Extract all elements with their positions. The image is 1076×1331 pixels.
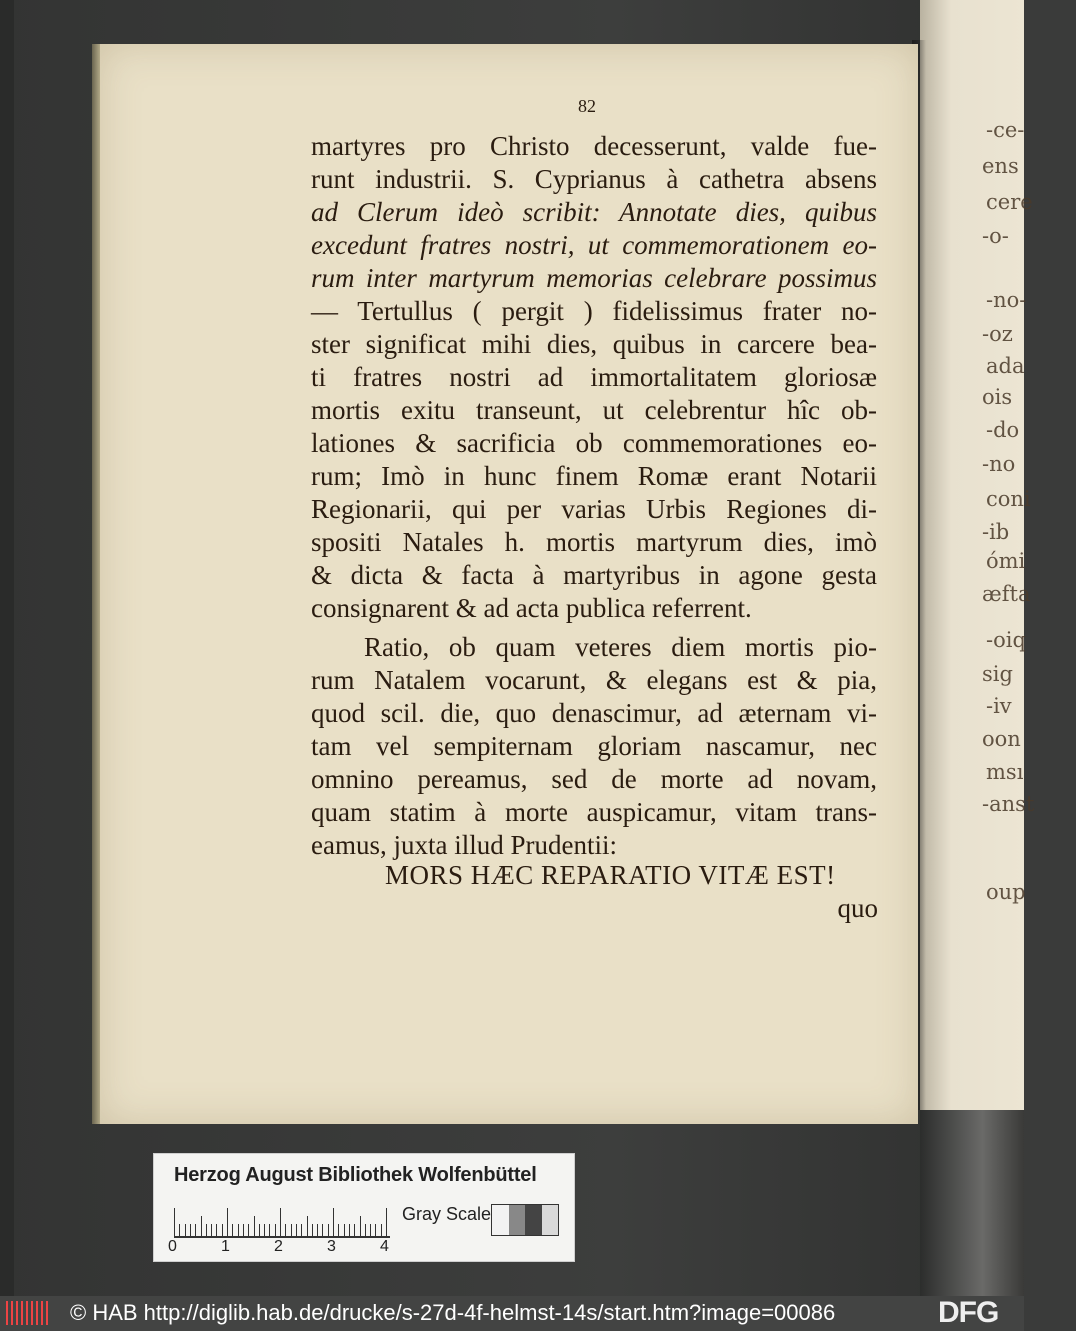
text-line: ti fratres nostri ad immortalitatem gloriosæ — [311, 362, 877, 392]
ruler-tick — [354, 1224, 355, 1236]
text-line: omnino pereamus, sed de morte ad novam, — [311, 764, 877, 794]
gray-swatch — [542, 1205, 559, 1235]
footer-bar — [0, 1296, 1024, 1331]
text-line: ster significat mihi dies, quibus in carcere bea- — [311, 329, 877, 359]
adjacent-page-text: æfta — [982, 582, 1031, 606]
adjacent-page-text: ois — [982, 385, 1013, 409]
ruler-tick — [285, 1224, 286, 1236]
adjacent-page-text: -o- — [982, 224, 1009, 248]
ruler-tick — [216, 1224, 217, 1236]
text-line: excedunt fratres nostri, ut commemorationem eo- — [311, 230, 877, 260]
text-line: consignarent & ad acta publica referrent. — [311, 593, 752, 623]
ruler-tick — [259, 1224, 260, 1236]
adjacent-page-text: oon — [982, 727, 1021, 751]
adjacent-page-text: sig — [982, 662, 1013, 686]
hab-barcode-icon — [6, 1301, 48, 1325]
gray-swatch — [492, 1205, 509, 1235]
ruler-tick — [291, 1224, 292, 1236]
adjacent-page — [920, 0, 1035, 1110]
text-line: Regionarii, qui per varias Urbis Regiones di- — [311, 494, 877, 524]
ruler-tick — [344, 1224, 345, 1236]
ruler-tick — [201, 1216, 202, 1236]
ruler-tick — [232, 1224, 233, 1236]
text-line: MORS HÆC REPARATIO VITÆ EST! — [385, 860, 836, 890]
ruler-tick — [222, 1224, 223, 1236]
ruler-number: 4 — [380, 1238, 389, 1255]
ruler-number: 0 — [168, 1238, 177, 1255]
ruler-tick — [317, 1224, 318, 1236]
ruler-tick — [248, 1224, 249, 1236]
ruler-tick — [185, 1224, 186, 1236]
ruler-tick — [275, 1224, 276, 1236]
ruler-tick — [375, 1224, 376, 1236]
text-line: quo — [837, 893, 878, 923]
ruler-tick — [264, 1224, 265, 1236]
adjacent-page-text: -ce- — [986, 118, 1025, 142]
source-url[interactable]: © HAB http://diglib.hab.de/drucke/s-27d-4f-helmst-14s/start.htm?image=00086 — [70, 1300, 836, 1325]
ruler-tick — [338, 1224, 339, 1236]
gray-swatch — [509, 1205, 526, 1235]
text-line: & dicta & facta à martyribus in agone gesta — [311, 560, 877, 590]
adjacent-page-text: -no- — [986, 288, 1027, 312]
ruler-tick — [312, 1224, 313, 1236]
text-line: rum Natalem vocarunt, & elegans est & pia, — [311, 665, 877, 695]
ruler-numbers — [168, 1238, 398, 1258]
colour-card — [153, 1153, 575, 1262]
ruler-tick — [174, 1208, 175, 1236]
ruler-tick — [179, 1224, 180, 1236]
gray-scale-swatch — [491, 1204, 559, 1236]
gray-scale-label: Gray Scale — [402, 1204, 492, 1224]
dfg-logo: DFG — [938, 1296, 999, 1329]
text-line: — Tertullus ( pergit ) fidelissimus frater no- — [311, 296, 877, 326]
scanner-edge — [920, 1110, 1024, 1296]
ruler-tick — [333, 1208, 334, 1236]
adjacent-page-text: cere — [986, 190, 1033, 214]
ruler-number: 1 — [221, 1238, 230, 1255]
adjacent-page-text: ómi — [986, 549, 1026, 573]
adjacent-page-text: -oz — [982, 322, 1013, 346]
text-line: Ratio, ob quam veteres diem mortis pio- — [364, 632, 877, 662]
text-line: spositi Natales h. mortis martyrum dies, imò — [311, 527, 877, 557]
text-line: martyres pro Christo decesserunt, valde fue- — [311, 131, 877, 161]
text-line: eamus, juxta illud Prudentii: — [311, 830, 617, 860]
page-number: 82 — [578, 96, 596, 116]
ruler-tick — [360, 1216, 361, 1236]
adjacent-page-text: -oiq — [986, 628, 1026, 652]
ruler-tick — [195, 1224, 196, 1236]
text-line: tam vel sempiternam gloriam nascamur, nec — [311, 731, 877, 761]
adjacent-page-text: msı — [986, 760, 1024, 784]
text-line: quod scil. die, quo denascimur, ad æternam vi- — [311, 698, 877, 728]
ruler-tick — [296, 1224, 297, 1236]
ruler-tick — [386, 1208, 387, 1236]
text-line: rum; Imò in hunc finem Romæ erant Notarii — [311, 461, 877, 491]
ruler-tick — [227, 1208, 228, 1236]
text-line: ad Clerum ideò scribit: Annotate dies, quibus — [311, 197, 877, 227]
adjacent-page-text: -ib — [982, 520, 1010, 544]
left-gutter — [0, 0, 14, 1296]
ruler-tick — [190, 1224, 191, 1236]
ruler-tick — [365, 1224, 366, 1236]
ruler-tick — [280, 1208, 281, 1236]
text-line: mortis exitu transeunt, ut celebrentur hîc ob- — [311, 395, 877, 425]
ruler-tick — [307, 1216, 308, 1236]
text-line: lationes & sacrificia ob commemorationes eo- — [311, 428, 877, 458]
ruler-tick — [349, 1224, 350, 1236]
adjacent-page-text: -anst — [982, 792, 1035, 816]
ruler-tick — [381, 1224, 382, 1236]
adjacent-page-text: -no — [982, 452, 1016, 476]
adjacent-page-text: ada — [986, 354, 1025, 378]
adjacent-page-text: -do — [986, 418, 1020, 442]
text-line: quam statim à morte auspicamur, vitam trans- — [311, 797, 877, 827]
ruler-tick — [254, 1216, 255, 1236]
library-name: Herzog August Bibliothek Wolfenbüttel — [174, 1164, 537, 1186]
adjacent-page-text: ens — [982, 154, 1019, 178]
text-line: runt industrii. S. Cyprianus à cathetra absens — [311, 164, 877, 194]
text-line: rum inter martyrum memorias celebrare possimus — [311, 263, 877, 293]
ruler-tick — [238, 1224, 239, 1236]
adjacent-page-text: coni — [986, 487, 1031, 511]
ruler-tick — [301, 1224, 302, 1236]
ruler-tick — [370, 1224, 371, 1236]
measurement-ruler — [174, 1206, 390, 1238]
ruler-number: 2 — [274, 1238, 283, 1255]
ruler-tick — [243, 1224, 244, 1236]
ruler-number: 3 — [327, 1238, 336, 1255]
ruler-tick — [269, 1224, 270, 1236]
ruler-tick — [328, 1224, 329, 1236]
gray-swatch — [525, 1205, 542, 1235]
adjacent-page-text: -iv — [986, 694, 1012, 718]
ruler-tick — [322, 1224, 323, 1236]
ruler-tick — [211, 1224, 212, 1236]
ruler-tick — [206, 1224, 207, 1236]
adjacent-page-text: oup — [986, 880, 1026, 904]
